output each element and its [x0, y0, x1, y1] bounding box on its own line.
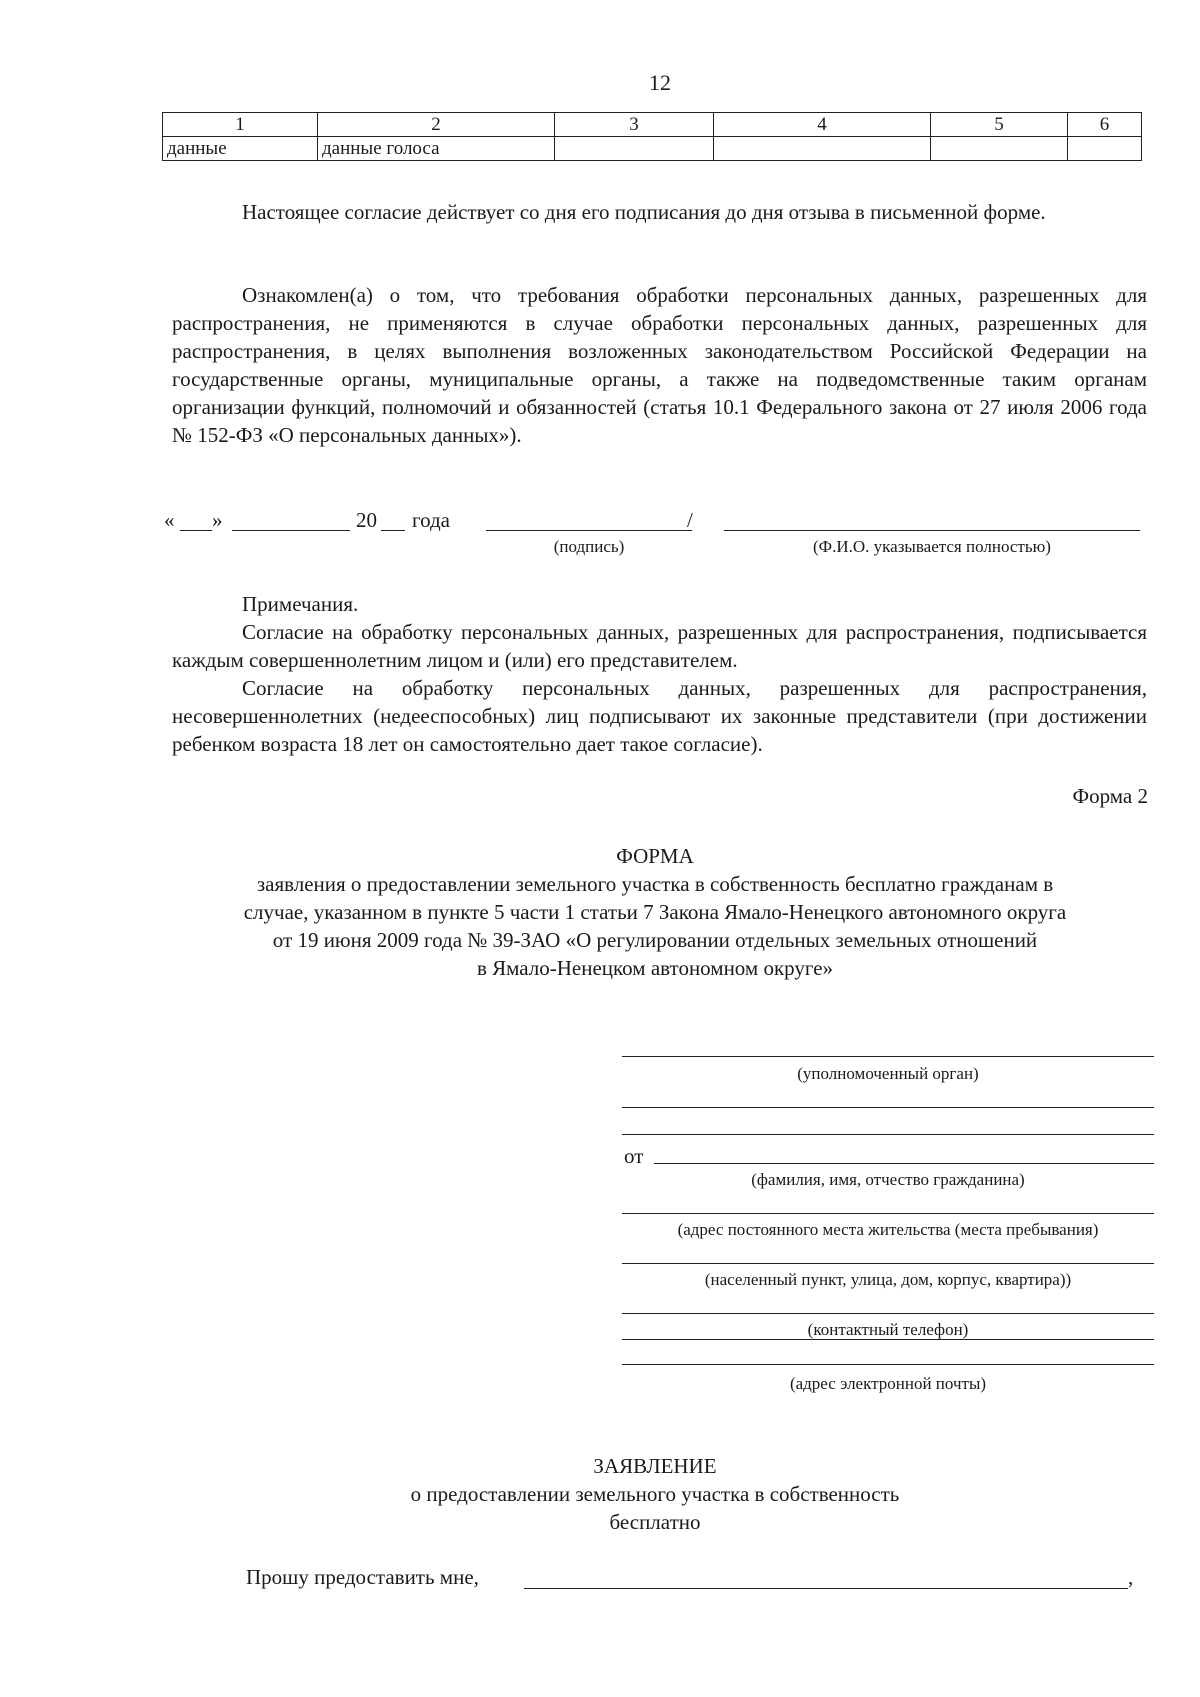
- locality-caption: (населенный пункт, улица, дом, корпус, квартира)): [704, 1270, 1072, 1289]
- year-blank: [381, 530, 405, 531]
- phone-caption: (контактный телефон): [807, 1320, 969, 1339]
- email-blank: [622, 1339, 1154, 1340]
- address-blank: [622, 1213, 1154, 1214]
- signature-blank: [486, 530, 692, 531]
- authority-blank: [622, 1056, 1154, 1057]
- address-caption: (адрес постоянного места жительства (места пребывания): [677, 1220, 1099, 1239]
- consent-validity-text: Настоящее согласие действует со дня его подписания до дня отзыва в письменной форме.: [242, 200, 1046, 224]
- application-subtitle-line: о предоставлении земельного участка в собственность: [410, 1482, 900, 1506]
- table-header-cell: 5: [931, 113, 1068, 137]
- full-name-field-caption: (фамилия, имя, отчество гражданина): [751, 1170, 1025, 1189]
- form-subtitle-line: случае, указанном в пункте 5 части 1 статьи 7 Закона Ямало-Ненецкого автономного округа: [243, 900, 1067, 924]
- email-blank-2: [622, 1364, 1154, 1365]
- request-comma: ,: [1128, 1565, 1134, 1589]
- from-label: от: [624, 1144, 644, 1168]
- application-title: ЗАЯВЛЕНИЕ: [593, 1454, 717, 1478]
- application-heading: [160, 1452, 1150, 1536]
- application-subtitle-line: бесплатно: [609, 1510, 701, 1534]
- table-header-row: [163, 113, 1142, 137]
- acknowledgement-text: Ознакомлен(а) о том, что требования обработки персональных данных, разрешенных для распространения, не применяются в случае обработки персональных данных, разрешенных для распространения, в целях выполнения возложенных законодательством Российской Федерации на государственные органы, муниципальные органы, а также на подведомственные таким органам организации функций, полномочий и обязанностей (статья 10.1 Федерального закона от 27 июля 2006 года № 152-ФЗ «О персональных данных»).: [172, 283, 1147, 447]
- year-suffix: года: [412, 508, 450, 532]
- locality-blank: [622, 1263, 1154, 1264]
- authority-blank-3: [622, 1134, 1154, 1135]
- table-header-cell: 2: [318, 113, 555, 137]
- month-blank: [232, 530, 350, 531]
- form-title: ФОРМА: [616, 844, 694, 868]
- full-name-blank: [724, 530, 1140, 531]
- note-2: Согласие на обработку персональных данных, разрешенных для распространения, несовершеннолетних (недееспособных) лиц подписывают их законные представители (при достижении ребенком возраста 18 лет он самостоятельно дает такое согласие).: [172, 676, 1147, 756]
- form-2-heading: [160, 842, 1150, 982]
- table-header-cell: 3: [555, 113, 714, 137]
- form-subtitle-line: от 19 июня 2009 года № 39-ЗАО «О регулировании отдельных земельных отношений: [272, 928, 1038, 952]
- email-caption: (адрес электронной почты): [789, 1374, 987, 1393]
- table-cell: [555, 137, 714, 161]
- table-header-cell: 1: [163, 113, 318, 137]
- table-cell: [1068, 137, 1142, 161]
- year-prefix: 20: [356, 508, 377, 532]
- signature-caption: (подпись): [553, 537, 625, 556]
- table-row: [163, 137, 1142, 161]
- notes-heading: Примечания.: [242, 592, 359, 616]
- table-cell: [931, 137, 1068, 161]
- acknowledgement-paragraph: [172, 281, 1147, 449]
- consent-validity-paragraph: [172, 198, 1147, 226]
- table-cell: данные: [163, 137, 318, 161]
- date-close-quote: »: [212, 508, 223, 532]
- full-name-caption: (Ф.И.О. указывается полностью): [813, 537, 1051, 556]
- day-blank: [180, 530, 212, 531]
- notes-block: [172, 590, 1147, 758]
- form-subtitle-line: заявления о предоставлении земельного участка в собственность бесплатно гражданам в: [256, 872, 1054, 896]
- authority-blank-2: [622, 1107, 1154, 1108]
- table-cell: данные голоса: [318, 137, 555, 161]
- phone-blank: [622, 1313, 1154, 1314]
- note-1: Согласие на обработку персональных данных, разрешенных для распространения, подписывается каждым совершеннолетним лицом и (или) его представителем.: [172, 620, 1147, 672]
- request-blank: [524, 1588, 1128, 1589]
- data-table: [162, 112, 1142, 161]
- authority-caption: (уполномоченный орган): [797, 1064, 979, 1083]
- signature-slash: /: [687, 508, 693, 532]
- table-header-cell: 6: [1068, 113, 1142, 137]
- page-number: 12: [649, 70, 671, 95]
- form-subtitle-line: в Ямало-Ненецком автономном округе»: [476, 956, 834, 980]
- date-open-quote: «: [164, 508, 175, 532]
- request-text: Прошу предоставить мне,: [246, 1565, 479, 1589]
- table-cell: [714, 137, 931, 161]
- table-header-cell: 4: [714, 113, 931, 137]
- full-name-field-line: [654, 1163, 1154, 1164]
- form-2-label: Форма 2: [1072, 784, 1148, 808]
